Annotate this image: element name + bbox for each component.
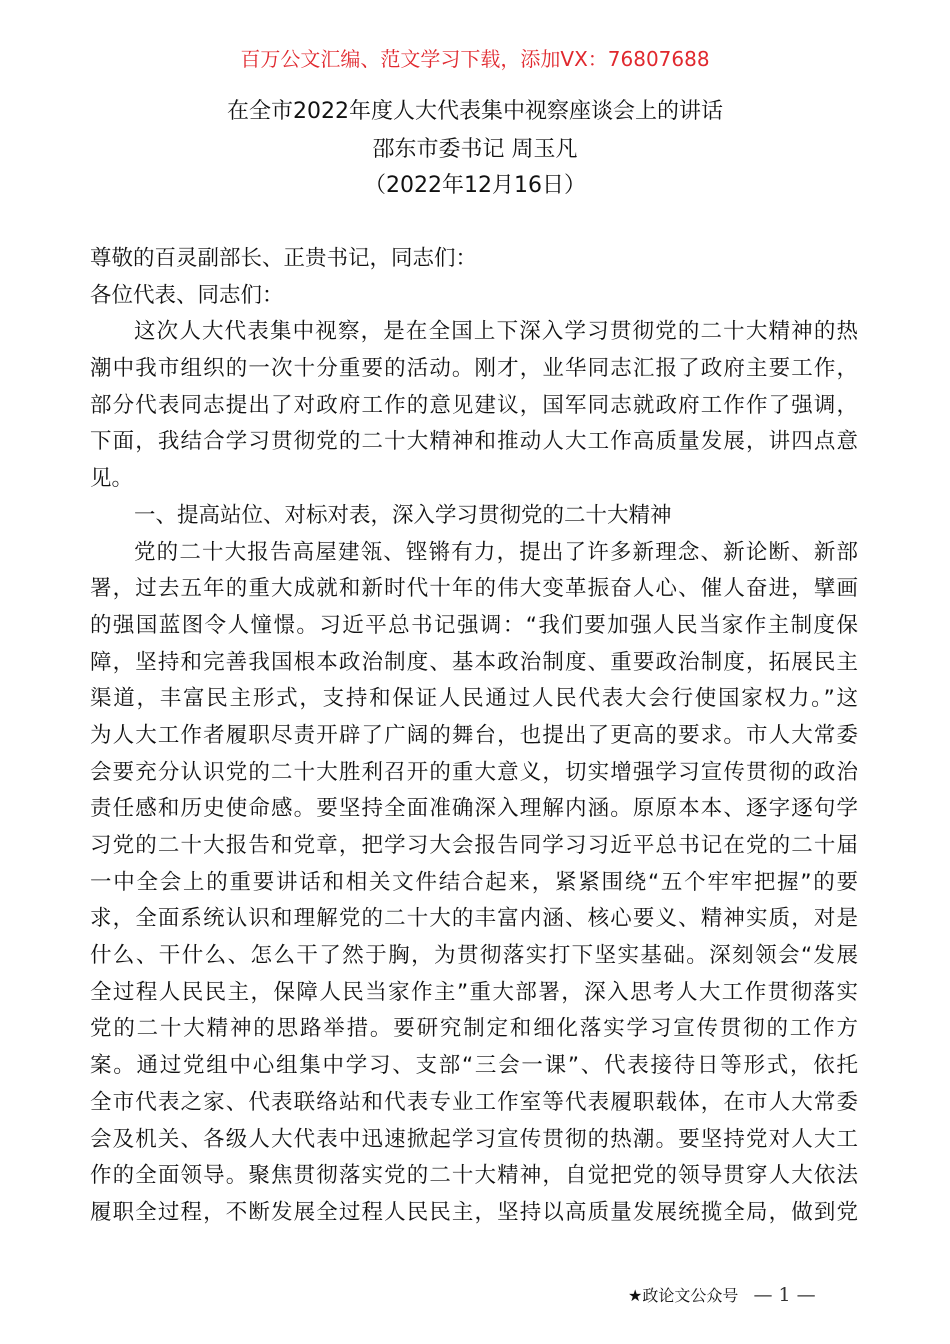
- text-line: 会要充分认识党的二十大胜利召开的重大意义，切实增强学习宣传贯彻的政治: [90, 759, 858, 785]
- document-body: [90, 241, 858, 1232]
- text-line: 下面，我结合学习贯彻党的二十大精神和推动人大工作高质量发展，讲四点意: [90, 429, 858, 455]
- text-line: 全市代表之家、代表联络站和代表专业工作室等代表履职载体，在市人大常委: [90, 1089, 858, 1115]
- document-author: 邵东市委书记 周玉凡: [372, 137, 578, 162]
- text-line: 尊敬的百灵副部长、正贵书记，同志们：: [90, 246, 478, 271]
- text-line: 一中全会上的重要讲话和相关文件结合起来，紧紧围绕“五个牢牢把握”的要: [90, 869, 858, 895]
- section-heading: 一、提高站位、对标对表，深入学习贯彻党的二十大精神: [134, 502, 672, 528]
- text-line: 会及机关、各级人大代表中迅速掀起学习宣传贯彻的热潮。要坚持党对人大工: [90, 1126, 858, 1152]
- text-line: 作的全面领导。聚焦贯彻落实党的二十大精神，自觉把党的领导贯穿人大依法: [90, 1163, 858, 1189]
- text-line: 党的二十大报告高屋建瓴、铿锵有力，提出了许多新理念、新论断、新部: [134, 539, 858, 565]
- text-line: 潮中我市组织的一次十分重要的活动。刚才，业华同志汇报了政府主要工作，: [90, 356, 858, 382]
- document-title: 在全市2022年度人大代表集中视察座谈会上的讲话: [227, 99, 723, 124]
- text-line: 求，全面系统认识和理解党的二十大的丰富内涵、核心要义、精神实质，对是: [90, 906, 858, 932]
- text-line: 各位代表、同志们：: [90, 282, 284, 308]
- page-number: — 1 —: [753, 1284, 816, 1306]
- page-footer: [628, 1282, 816, 1309]
- watermark-banner: 百万公文汇编、范文学习下载，添加VX：76807688: [240, 47, 710, 71]
- document-date: （2022年12月16日）: [364, 173, 586, 198]
- text-line: 见。: [90, 466, 134, 492]
- text-line: 党的二十大精神的思路举措。要研究制定和细化落实学习宣传贯彻的工作方: [90, 1016, 858, 1042]
- text-line: 部分代表同志提出了对政府工作的意见建议，国军同志就政府工作作了强调，: [90, 392, 858, 418]
- text-line: 履职全过程，不断发展全过程人民民主，坚持以高质量发展统揽全局，做到党: [90, 1199, 858, 1225]
- footer-source: ★政论文公众号: [628, 1286, 739, 1305]
- text-line: 全过程人民民主，保障人民当家作主”重大部署，深入思考人大工作贯彻落实: [90, 979, 858, 1005]
- text-line: 障，坚持和完善我国根本政治制度、基本政治制度、重要政治制度，拓展民主: [90, 649, 858, 675]
- text-line: 什么、干什么、怎么干了然于胸，为贯彻落实打下坚实基础。深刻领会“发展: [90, 943, 858, 969]
- text-line: 署，过去五年的重大成就和新时代十年的伟大变革振奋人心、催人奋进，擘画: [90, 576, 858, 602]
- text-line: 责任感和历史使命感。要坚持全面准确深入理解内涵。原原本本、逐字逐句学: [90, 796, 858, 822]
- text-line: 为人大工作者履职尽责开辟了广阔的舞台，也提出了更高的要求。市人大常委: [90, 722, 858, 748]
- text-line: 习党的二十大报告和党章，把学习大会报告同学习习近平总书记在党的二十届: [90, 833, 858, 858]
- text-line: 的强国蓝图令人憧憬。习近平总书记强调：“我们要加强人民当家作主制度保: [90, 612, 858, 638]
- text-line: 案。通过党组中心组集中学习、支部“三会一课”、代表接待日等形式，依托: [90, 1053, 858, 1079]
- text-line: 这次人大代表集中视察，是在全国上下深入学习贯彻党的二十大精神的热: [134, 319, 858, 345]
- text-line: 渠道，丰富民主形式，支持和保证人民通过人民代表大会行使国家权力。”这: [90, 686, 858, 712]
